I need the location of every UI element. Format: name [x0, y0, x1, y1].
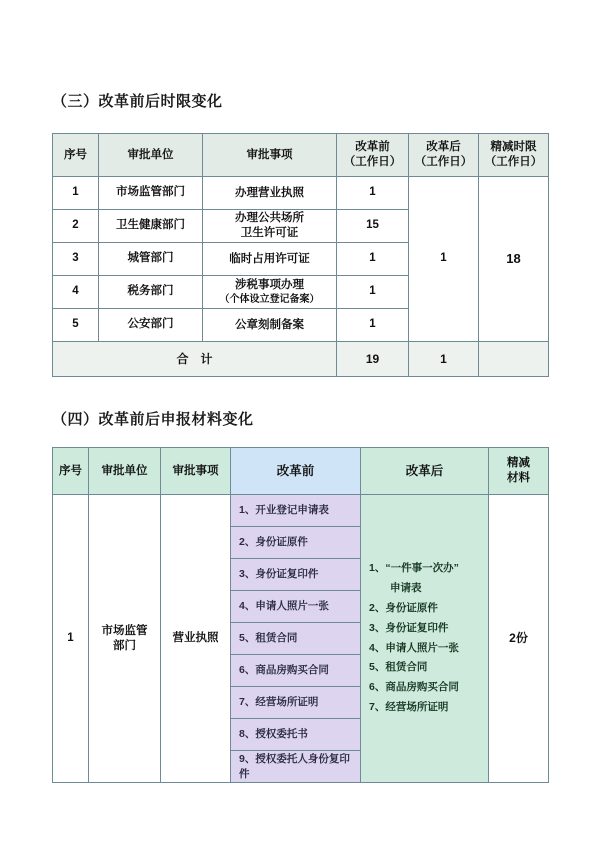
- after-item: 5、租赁合同: [369, 661, 428, 674]
- header-reduce: 精减 材料: [489, 448, 549, 495]
- table-row: [53, 177, 549, 210]
- cell-item: 公章刻制备案: [203, 309, 337, 342]
- after-item: 3、身份证复印件: [369, 621, 449, 634]
- after-item: 2、身份证原件: [369, 601, 438, 614]
- time-change-table: [52, 133, 549, 377]
- cell-item: 办理营业执照: [203, 177, 337, 210]
- materials-change-table: [52, 447, 549, 783]
- cell-no: 1: [53, 495, 89, 783]
- cell-item: 办理公共场所 卫生许可证: [203, 210, 337, 243]
- cell-unit: 市场监管部门: [99, 177, 203, 210]
- cell-unit: 税务部门: [99, 276, 203, 309]
- cell-before-item: 3、身份证复印件: [231, 559, 361, 591]
- cell-no: 1: [53, 177, 99, 210]
- after-item: 申请表: [369, 581, 422, 594]
- cell-before-item: 7、经营场所证明: [231, 687, 361, 719]
- table-header-row: [53, 134, 549, 177]
- header-unit: 审批单位: [99, 134, 203, 177]
- cell-no: 3: [53, 243, 99, 276]
- total-after: 1: [409, 342, 479, 377]
- header-after: 改革后: [361, 448, 489, 495]
- cell-before: 1: [337, 276, 409, 309]
- cell-before: 1: [337, 243, 409, 276]
- header-item: 审批事项: [203, 134, 337, 177]
- table-header-row: [53, 448, 549, 495]
- header-before: 改革前: [231, 448, 361, 495]
- cell-reduce: 2份: [489, 495, 549, 783]
- table-row: [53, 495, 549, 527]
- cell-no: 4: [53, 276, 99, 309]
- section-title-materials: （四）改革前后申报材料变化: [52, 411, 254, 428]
- cell-after-merged: 1: [409, 177, 479, 342]
- after-item: 6、商品房购买合同: [369, 681, 459, 694]
- cell-no: 5: [53, 309, 99, 342]
- cell-before-item: 8、授权委托书: [231, 719, 361, 751]
- cell-before-item: 5、租赁合同: [231, 623, 361, 655]
- cell-item: 涉税事项办理 （个体设立登记备案）: [203, 276, 337, 309]
- cell-before: 1: [337, 177, 409, 210]
- cell-unit: 市场监管 部门: [89, 495, 161, 783]
- cell-after-list: [361, 495, 489, 783]
- header-unit: 审批单位: [89, 448, 161, 495]
- cell-before-item: 2、身份证原件: [231, 527, 361, 559]
- table-total-row: [53, 342, 549, 377]
- cell-before: 1: [337, 309, 409, 342]
- cell-before-item: 9、授权委托人身份复印件: [231, 751, 361, 783]
- cell-before-item: 6、商品房购买合同: [231, 655, 361, 687]
- cell-reduce-merged: 18: [479, 177, 549, 342]
- cell-no: 2: [53, 210, 99, 243]
- header-no: 序号: [53, 448, 89, 495]
- cell-unit: 城管部门: [99, 243, 203, 276]
- total-reduce-empty: [479, 342, 549, 377]
- header-item: 审批事项: [161, 448, 231, 495]
- header-no: 序号: [53, 134, 99, 177]
- header-reduce: 精减时限 （工作日）: [479, 134, 549, 177]
- cell-unit: 公安部门: [99, 309, 203, 342]
- after-item: 7、经营场所证明: [369, 701, 449, 714]
- after-item: 1、“一件事一次办”: [369, 561, 459, 574]
- total-label: 合 计: [53, 342, 337, 377]
- cell-item: 营业执照: [161, 495, 231, 783]
- header-after: 改革后 （工作日）: [409, 134, 479, 177]
- cell-item: 临时占用许可证: [203, 243, 337, 276]
- cell-before-item: 1、开业登记申请表: [231, 495, 361, 527]
- after-item: 4、申请人照片一张: [369, 641, 459, 654]
- cell-before: 15: [337, 210, 409, 243]
- total-before: 19: [337, 342, 409, 377]
- cell-unit: 卫生健康部门: [99, 210, 203, 243]
- cell-before-item: 4、申请人照片一张: [231, 591, 361, 623]
- header-before: 改革前 （工作日）: [337, 134, 409, 177]
- section-title-time: （三）改革前后时限变化: [52, 93, 223, 110]
